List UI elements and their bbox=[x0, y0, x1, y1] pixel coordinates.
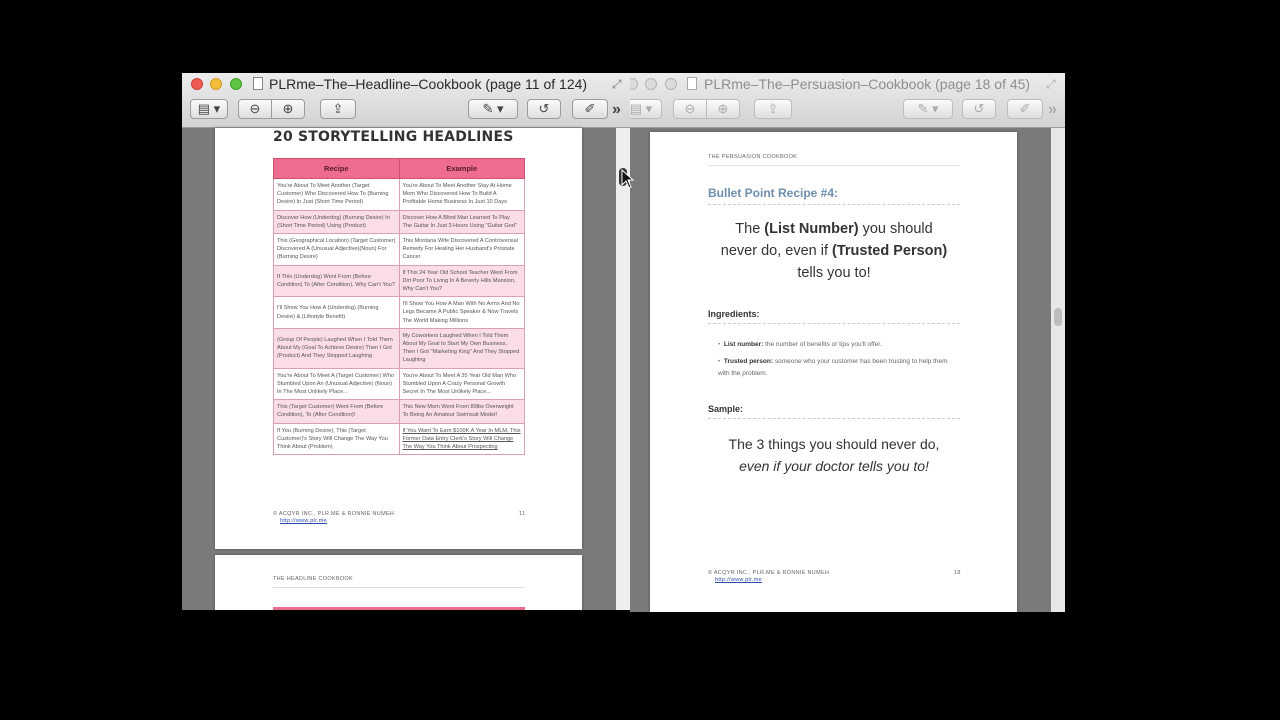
rotate-icon: ↺ bbox=[973, 101, 985, 116]
annotate-icon: ✎ ▾ bbox=[917, 101, 939, 116]
headline-table bbox=[273, 158, 525, 455]
ingredient-item: • List number: the number of benefits or tips you'll offer. bbox=[718, 341, 882, 348]
ingredient-desc: the number of benefits or tips you'll offer. bbox=[765, 341, 882, 348]
share-icon: ⇪ bbox=[767, 101, 779, 116]
example-cell: My Coworkers Laughed When I Told Them About My Goal to Start My Own Business, Then I Got "Marketing King" And They Stopped Laughing bbox=[399, 328, 525, 368]
page-heading: 20 STORYTELLING HEADLINES bbox=[273, 129, 514, 145]
zoom-in-button[interactable] bbox=[271, 99, 305, 119]
more-icon[interactable]: » bbox=[1048, 101, 1057, 118]
page-header: THE HEADLINE COOKBOOK bbox=[273, 576, 353, 582]
table-header-example: Example bbox=[399, 159, 525, 179]
footer-link[interactable]: http://www.plr.me bbox=[715, 577, 762, 583]
ingredient-desc: someone who your customer has been trusting to help them with the problem. bbox=[718, 358, 948, 377]
table-row bbox=[274, 297, 525, 329]
page-number: 11 bbox=[519, 511, 526, 517]
recipe-cell: If You (Burning Desire), This (Target Customer)'s Story Will Change The Way You Think About (Problem) bbox=[274, 423, 400, 455]
ingredient-term: Trusted person: bbox=[723, 358, 774, 365]
annotate-button[interactable] bbox=[468, 99, 518, 119]
sidebar-toggle-button[interactable] bbox=[630, 99, 662, 119]
recipe-cell: You're About To Meet A (Target Customer) Who Stumbled Upon An (Unusual Adjective) (Noun) In The Most Unlikely Place... bbox=[274, 368, 400, 400]
window-title: PLRme–The–Persuasion–Cookbook (page 18 of 45) bbox=[704, 76, 1031, 92]
page-header: THE PERSUASION COOKBOOK bbox=[708, 154, 798, 160]
zoom-in-icon: ⊕ bbox=[282, 101, 294, 116]
example-cell: I'll Show You How A Man With No Arms And No Legs Became A Public Speaker & Now Travels The World Making Millions bbox=[399, 297, 525, 329]
recipe-text-part: tells you to! bbox=[797, 265, 871, 281]
table-header-recipe: Recipe bbox=[274, 159, 400, 179]
recipe-text-part: you should never do, even if bbox=[720, 221, 933, 259]
title-bar[interactable] bbox=[182, 73, 630, 128]
table-row bbox=[274, 368, 525, 400]
table-row bbox=[274, 265, 525, 297]
share-icon: ⇪ bbox=[332, 101, 344, 116]
recipe-cell: Discover How (Underdog) (Burning Desire) In (Short Time Period) Using (Product) bbox=[274, 210, 400, 233]
recipe-variable: (Trusted Person) bbox=[832, 243, 948, 259]
preview-window-persuasion-cookbook bbox=[630, 73, 1065, 612]
footer-link[interactable]: http://www.plr.me bbox=[280, 518, 327, 524]
recipe-cell: You're About To Meet Another (Target Customer) Who Discovered How To (Burning Desire) In Just (Short Time Period) bbox=[274, 179, 400, 211]
example-cell: Discover How A Blind Man Learned To Play The Guitar In Just 3 Hours Using "Guitar God" bbox=[399, 210, 525, 233]
zoom-button[interactable] bbox=[665, 78, 677, 90]
table-row bbox=[274, 400, 525, 423]
page-number: 18 bbox=[954, 570, 961, 576]
table-row bbox=[274, 210, 525, 233]
ingredient-term: List number: bbox=[723, 341, 764, 348]
table-row bbox=[274, 179, 525, 211]
example-cell: If This 24 Year Old School Teacher Went From Dirt Poor To Living In A Beverly Hills Mansion, Why Can't You? bbox=[399, 265, 525, 297]
edit-button[interactable] bbox=[572, 99, 608, 119]
sample-divider bbox=[708, 418, 960, 419]
section-title: Bullet Point Recipe #4: bbox=[708, 186, 839, 200]
minimize-button[interactable] bbox=[645, 78, 657, 90]
ingredients-label: Ingredients: bbox=[708, 309, 760, 319]
more-icon[interactable]: » bbox=[612, 101, 621, 118]
sidebar-icon: ▤ ▾ bbox=[197, 101, 221, 116]
ingredient-item: • Trusted person: someone who your customer has been trusting to help them with the problem. bbox=[718, 358, 948, 377]
close-button[interactable] bbox=[630, 78, 638, 90]
sample-line-1: The 3 things you should never do, bbox=[728, 436, 940, 452]
sample-line-2: even if your doctor tells you to! bbox=[739, 458, 929, 474]
recipe-cell: If This (Underdog) Went From (Before Condition) To (After Condition), Why Can't You? bbox=[274, 265, 400, 297]
recipe-text bbox=[720, 218, 948, 284]
recipe-cell: This (Target Customer) Went From (Before Condition), To (After Condition)! bbox=[274, 400, 400, 423]
example-cell: You're About To Meet Another Stay At Home Mom Who Discovered How To Build A Profitable Home Business In Just 10 Days bbox=[399, 179, 525, 211]
share-button[interactable] bbox=[320, 99, 356, 119]
page-divider bbox=[273, 587, 525, 588]
sample-label: Sample: bbox=[708, 404, 744, 414]
recipe-cell: (Group Of People) Laughed When I Told Them About My (Goal To Achieve Desire) Then I Got (Product) And They Stopped Laughing bbox=[274, 328, 400, 368]
zoom-in-icon: ⊕ bbox=[717, 101, 729, 116]
title-bar[interactable] bbox=[630, 73, 1065, 128]
sidebar-toggle-button[interactable] bbox=[190, 99, 228, 119]
window-title: PLRme–The–Headline–Cookbook (page 11 of 124) bbox=[269, 76, 588, 92]
table-row bbox=[274, 234, 525, 266]
fullscreen-icon[interactable]: ⤢ bbox=[1046, 77, 1056, 91]
zoom-out-icon: ⊖ bbox=[249, 101, 261, 116]
table-row bbox=[274, 328, 525, 368]
zoom-button[interactable] bbox=[230, 78, 242, 90]
zoom-in-button[interactable] bbox=[706, 99, 740, 119]
sidebar-icon: ▤ ▾ bbox=[630, 101, 653, 116]
example-cell: This Montana Wife Discovered A Controversial Remedy For Healing Her Husband's Prostate Cancer bbox=[399, 234, 525, 266]
pdf-page-12 bbox=[215, 555, 582, 610]
recipe-cell: This (Geographical Location) (Target Customer) Discovered A (Unusual Adjective)(Noun) For (Burning Desire) bbox=[274, 234, 400, 266]
pdf-page-18 bbox=[650, 132, 1017, 612]
vertical-scrollbar[interactable] bbox=[616, 128, 630, 610]
annotate-icon: ✎ ▾ bbox=[482, 101, 504, 116]
scrollbar-thumb[interactable] bbox=[1054, 308, 1062, 326]
section-divider bbox=[708, 204, 960, 205]
annotate-button[interactable] bbox=[903, 99, 953, 119]
zoom-out-button[interactable] bbox=[238, 99, 272, 119]
document-icon bbox=[253, 77, 263, 90]
minimize-button[interactable] bbox=[210, 78, 222, 90]
table-row bbox=[274, 423, 525, 455]
edit-icon: ✐ bbox=[584, 101, 596, 116]
zoom-out-icon: ⊖ bbox=[684, 101, 696, 116]
example-cell: You're About To Meet A 35 Year Old Man Who Stumbled Upon A Crazy Personal Growth Secret In The Most Unlikely Place... bbox=[399, 368, 525, 400]
rotate-icon: ↺ bbox=[538, 101, 550, 116]
recipe-cell: I'll Show You How A (Underdog) (Burning Desire) & (Lifestyle Benefit) bbox=[274, 297, 400, 329]
example-link[interactable]: If You Want To Earn $100K A Year In MLM, This Former Data Entry Clerk's Story Will Change The Way You Think About Prospecting bbox=[399, 423, 525, 455]
page-divider bbox=[708, 165, 960, 166]
recipe-variable: (List Number) bbox=[764, 221, 859, 237]
table-header-strip bbox=[273, 607, 525, 610]
rotate-button[interactable] bbox=[527, 99, 561, 119]
pdf-page-11 bbox=[215, 128, 582, 549]
mouse-cursor-icon bbox=[621, 169, 635, 189]
footer-copyright: © ACQYR INC., PLR.ME & RONNIE NUMEH bbox=[708, 570, 830, 576]
fullscreen-icon[interactable]: ⤢ bbox=[612, 77, 622, 91]
edit-button[interactable] bbox=[1007, 99, 1043, 119]
example-cell: This New Mom Went From 89lbs Overweight To Being An Amateur Swimsuit Model! bbox=[399, 400, 525, 423]
footer-copyright: © ACQYR INC., PLR.ME & RONNIE NUMEH bbox=[273, 511, 395, 517]
recipe-text-part: The bbox=[735, 221, 765, 237]
rotate-button[interactable] bbox=[962, 99, 996, 119]
close-button[interactable] bbox=[191, 78, 203, 90]
share-button[interactable] bbox=[754, 99, 792, 119]
preview-window-headline-cookbook bbox=[182, 73, 630, 610]
vertical-scrollbar[interactable] bbox=[1051, 128, 1065, 612]
ingredients-divider bbox=[708, 323, 960, 324]
zoom-out-button[interactable] bbox=[673, 99, 707, 119]
edit-icon: ✐ bbox=[1019, 101, 1031, 116]
document-icon bbox=[687, 77, 697, 90]
